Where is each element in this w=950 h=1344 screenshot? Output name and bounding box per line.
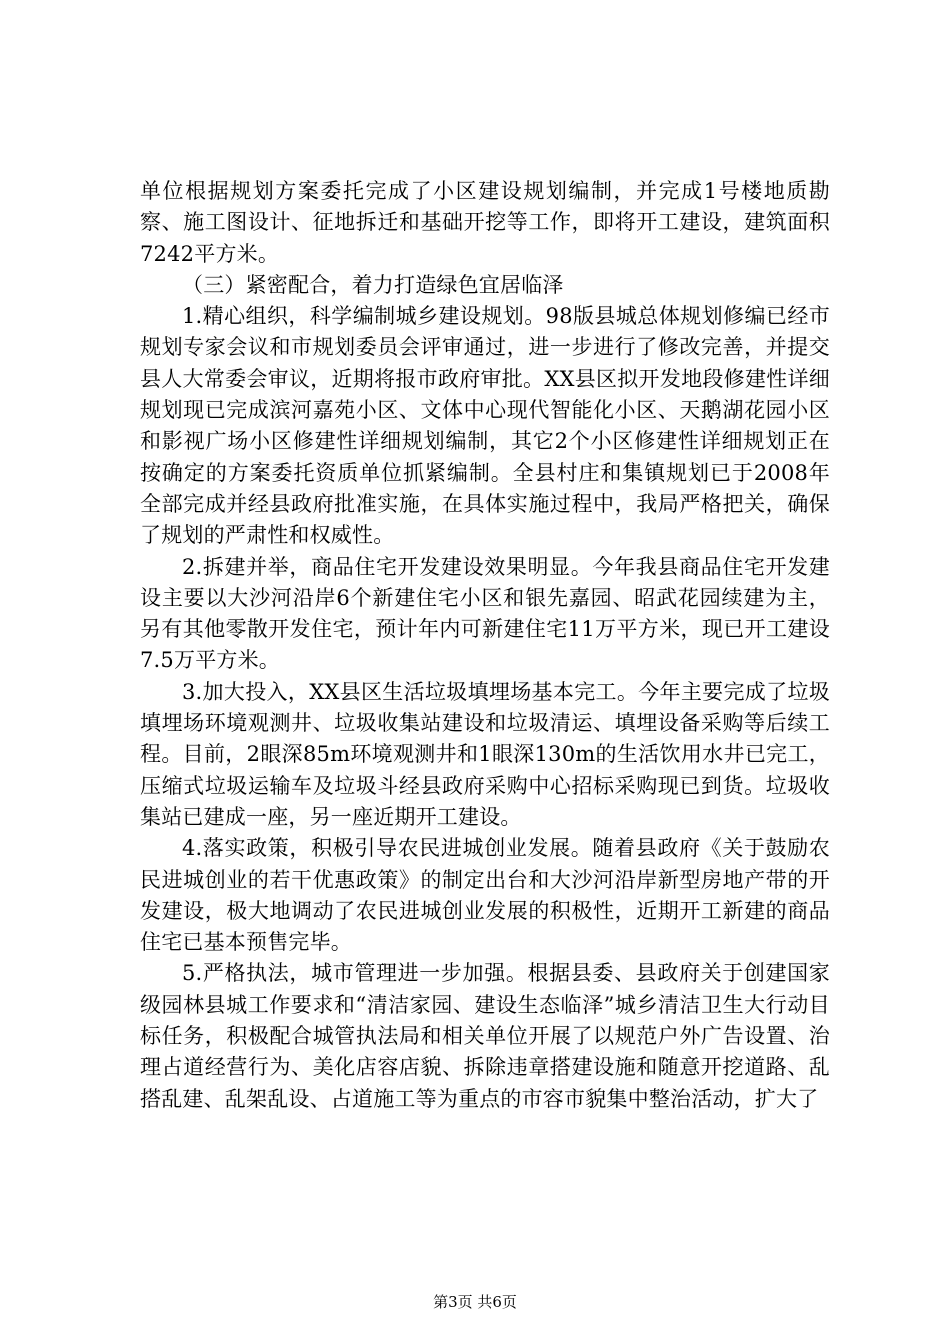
paragraph-item-2: 2.拆建并举，商品住宅开发建设效果明显。今年我县商品住宅开发建设主要以大沙河沿岸6个新建住宅小区和银先嘉园、昭武花园续建为主，另有其他零散开发住宅，预计年内可新建住宅11万平方米，现已开工建设7.5万平方米。: [140, 554, 830, 673]
paragraph-continuation: 单位根据规划方案委托完成了小区建设规划编制，并完成1号楼地质勘察、施工图设计、征地拆迁和基础开挖等工作，即将开工建设，建筑面积7242平方米。: [140, 179, 830, 266]
paragraph-item-5: 5.严格执法，城市管理进一步加强。根据县委、县政府关于创建国家级园林县城工作要求和“清洁家园、建设生态临泽”城乡清洁卫生大行动目标任务，积极配合城管执法局和相关单位开展了以规范户外广告设置、治理占道经营行为、美化店容店貌、拆除违章搭建设施和随意开挖道路、乱搭乱建、乱架乱设、占道施工等为重点的市容市貌集中整治活动，扩大了: [140, 961, 830, 1111]
paragraph-item-3: 3.加大投入，XX县区生活垃圾填埋场基本完工。今年主要完成了垃圾填埋场环境观测井、垃圾收集站建设和垃圾清运、填埋设备采购等后续工程。目前，2眼深85m环境观测井和1眼深130m的生活饮用水井已完工，压缩式垃圾运输车及垃圾斗经县政府采购中心招标采购现已到货。垃圾收集站已建成一座，另一座近期开工建设。: [140, 679, 830, 829]
paragraph-item-4: 4.落实政策，积极引导农民进城创业发展。随着县政府《关于鼓励农民进城创业的若干优惠政策》的制定出台和大沙河沿岸新型房地产带的开发建设，极大地调动了农民进城创业发展的积极性，近期开工新建的商品住宅已基本预售完毕。: [140, 836, 830, 955]
paragraph-item-1: 1.精心组织，科学编制城乡建设规划。98版县城总体规划修编已经市规划专家会议和市规划委员会评审通过，进一步进行了修改完善，并提交县人大常委会审议，近期将报市政府审批。XX县区拟开发地段修建性详细规划现已完成滨河嘉苑小区、文体中心现代智能化小区、天鹅湖花园小区和影视广场小区修建性详细规划编制，其它2个小区修建性详细规划正在按确定的方案委托资质单位抓紧编制。全县村庄和集镇规划已于2008年全部完成并经县政府批准实施，在具体实施过程中，我局严格把关，确保了规划的严肃性和权威性。: [140, 304, 830, 548]
document-body: [140, 176, 830, 1115]
page-number: 第3页 共6页: [433, 1293, 517, 1311]
section-heading: （三）紧密配合，着力打造绿色宜居临泽: [182, 272, 564, 297]
page-footer: [0, 1292, 950, 1312]
